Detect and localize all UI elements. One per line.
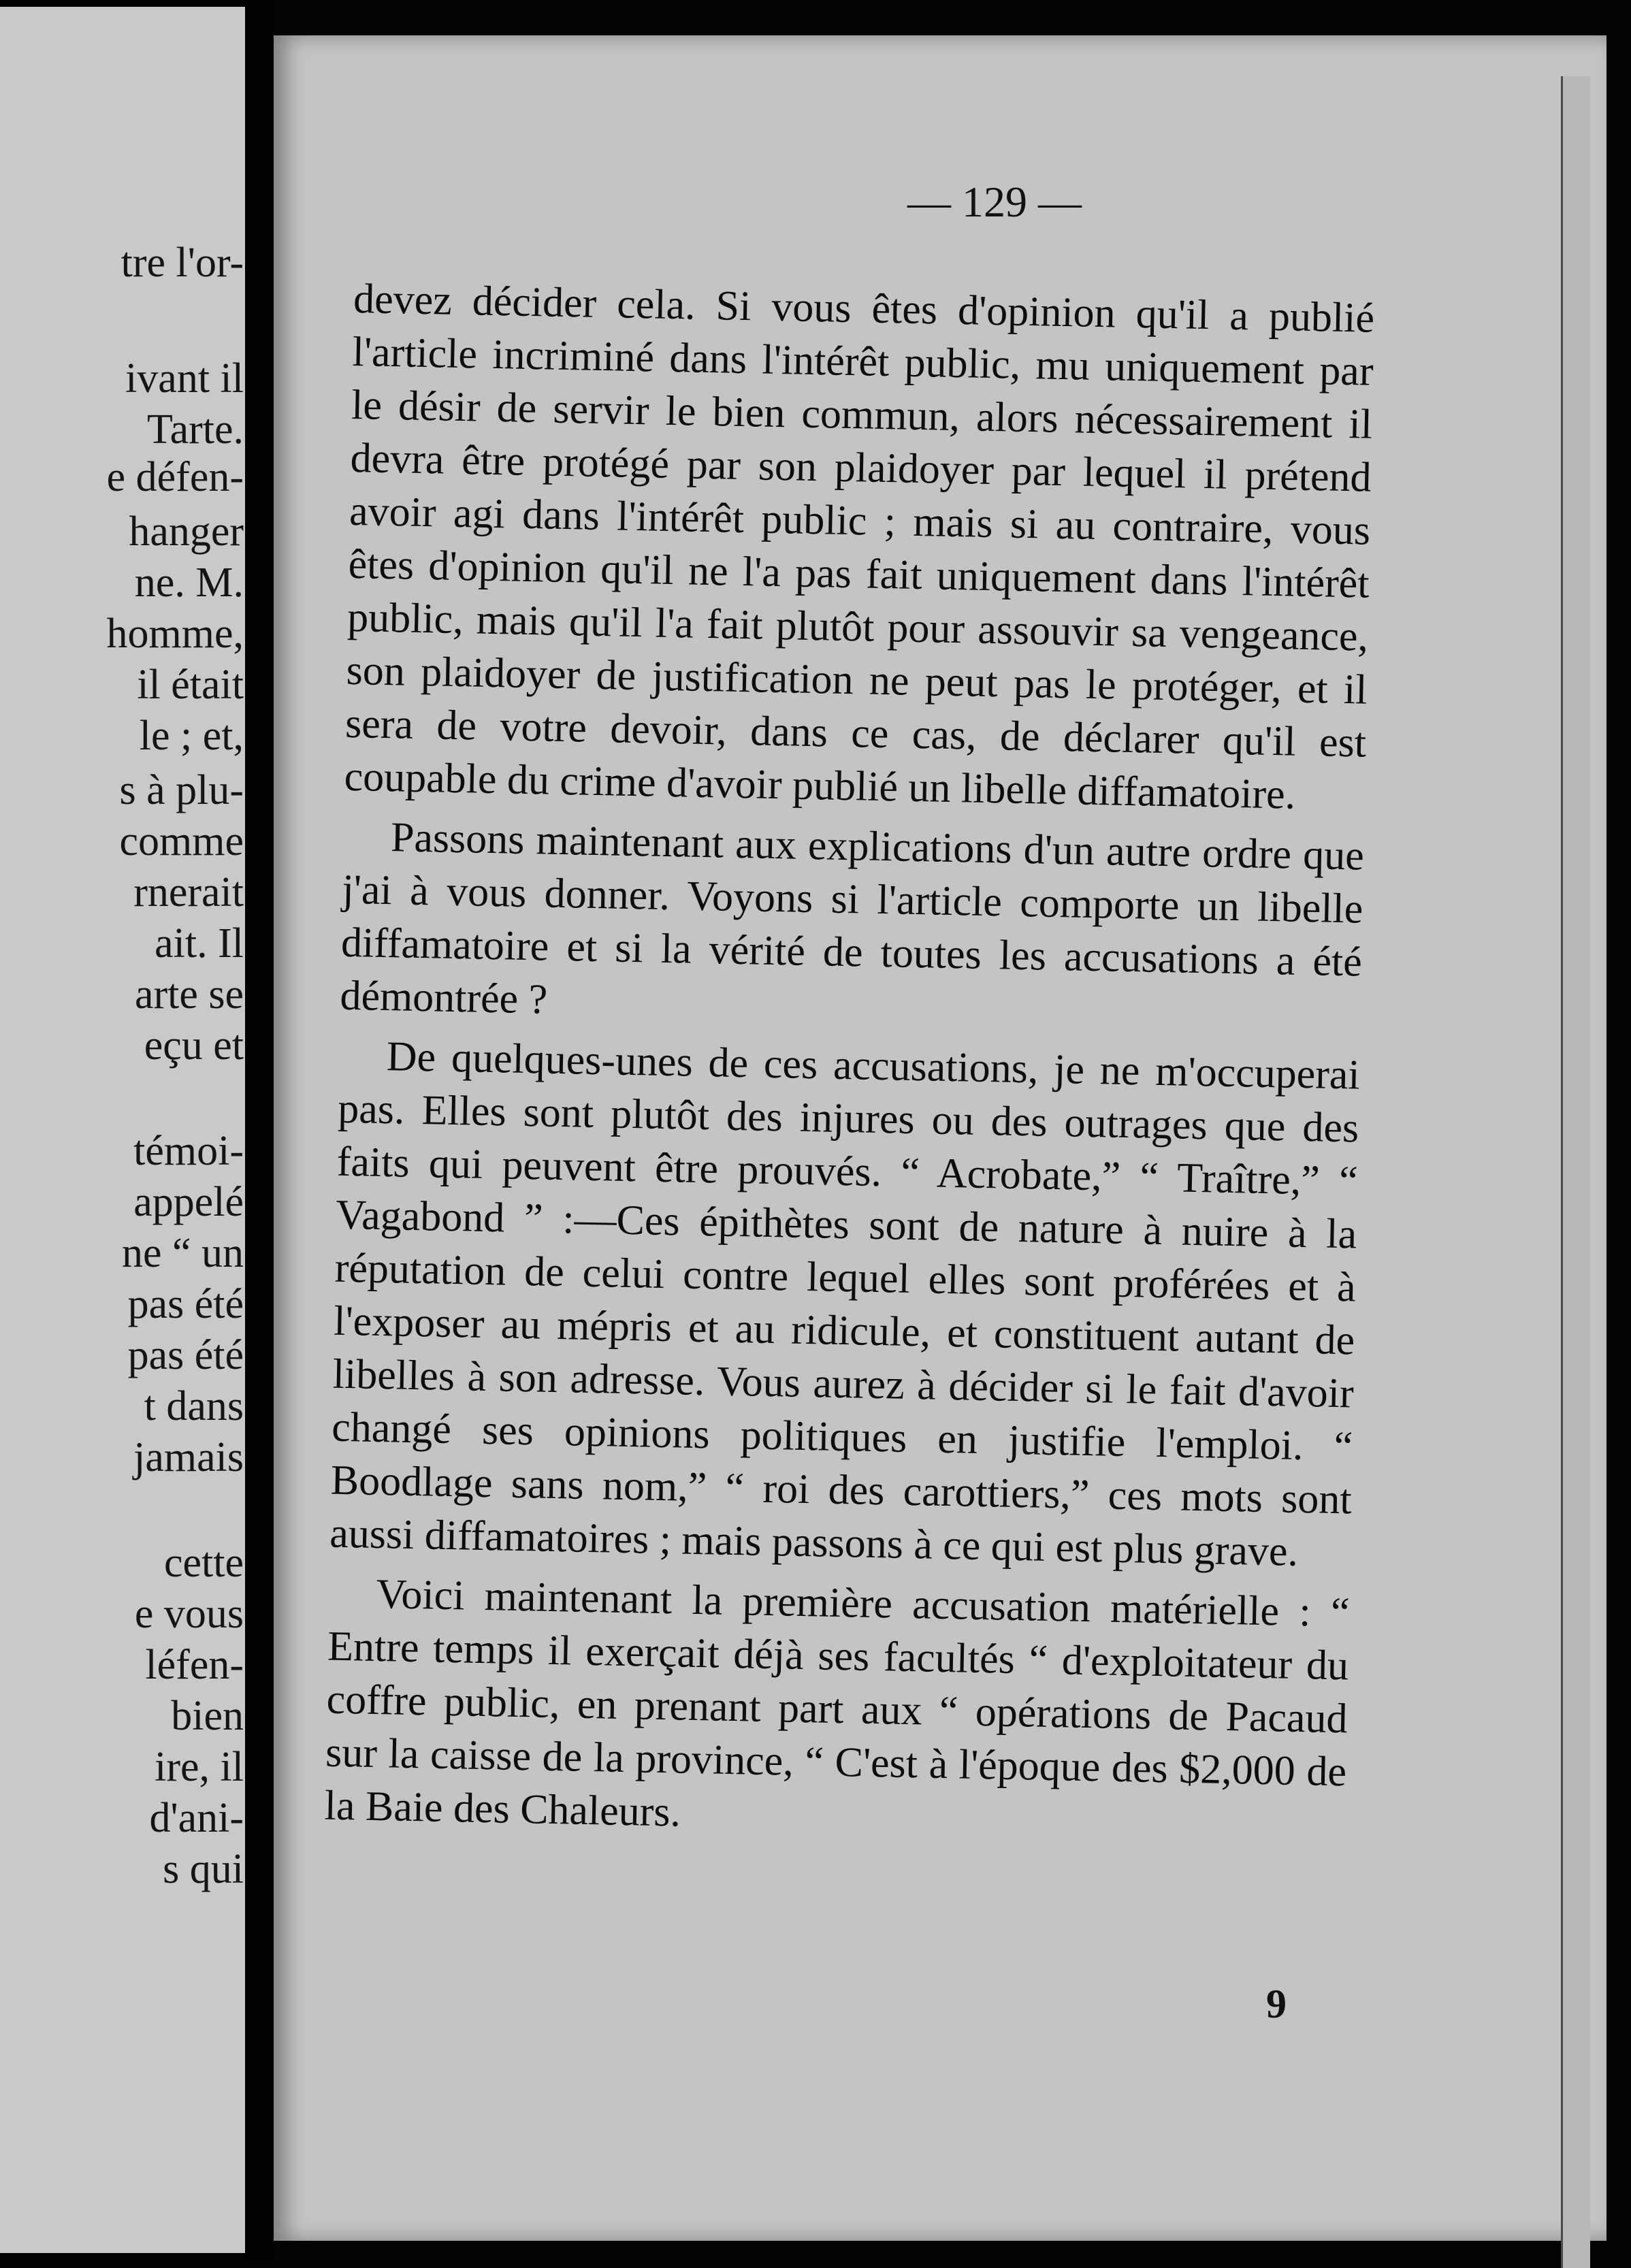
left-page-line: ne. M.	[134, 560, 244, 606]
paragraph-3: De quelques-unes de ces accusations, je ne m'occuperai pas. Elles sont plutôt des injures ou des outrages que des faits qui peuvent être prouvés. “ Acrobate,” “ Traître,” “ Vagabond ” :—Ces épithètes sont de nature à nuire à la réputation de celui contre lequel elles sont proférées et à l'exposer au mépris et au ridicule, et constituent autant de libelles à son adresse. Vous aurez à décider si le fait d'avoir changé ses opinions politiques en justifie l'emploi. “ Boodlage sans nom,” “ roi des carottiers,” ces mots sont aussi diffamatoires ; mais passons à ce qui est plus grave.	[329, 1033, 1361, 1575]
left-page-line: tre l'or-	[120, 240, 244, 286]
left-page-line: comme	[119, 818, 244, 864]
page-edge	[1561, 76, 1590, 2268]
left-page-line: e vous	[134, 1591, 244, 1637]
paragraph-2: Passons maintenant aux explications d'un autre ordre que j'ai à vous donner. Voyons si l'article comporte un libelle diffamatoire et si la vérité de toutes les accusations a été démontrée ?	[339, 814, 1365, 1023]
left-page-line: il était	[137, 662, 244, 708]
left-page-line: eçu et	[144, 1022, 244, 1069]
left-page-line: léfen-	[145, 1642, 244, 1688]
body-text	[324, 272, 1375, 1851]
book-gutter	[245, 0, 275, 2260]
left-page-line: ne “ un	[121, 1230, 244, 1276]
left-page-line: d'ani-	[149, 1795, 244, 1841]
left-page-line: pas été	[127, 1281, 244, 1327]
left-page-line: arte se	[134, 971, 244, 1018]
paragraph-1: devez décider cela. Si vous êtes d'opinion qu'il a publié l'article incriminé dans l'intérêt public, mu uniquement par le désir de servir le bien commun, alors nécessairement il devra être protégé par son plaidoyer par lequel il prétend avoir agi dans l'intérêt public ; mais si au contraire, vous êtes d'opinion qu'il ne l'a pas fait uniquement dans l'intérêt public, mais qu'il l'a fait plutôt pour assouvir sa vengeance, son plaidoyer de justification ne peut pas le protéger, et il sera de votre devoir, dans ce cas, de déclarer qu'il est coupable du crime d'avoir publié un libelle diffamatoire.	[344, 275, 1375, 818]
signature-mark: 9	[1266, 1981, 1287, 2026]
left-page-line: appelé	[133, 1179, 244, 1225]
left-page-line: homme,	[106, 611, 244, 657]
left-page-line: le ; et,	[139, 713, 244, 759]
left-page-line: témoi-	[133, 1128, 244, 1174]
left-page-line: t dans	[144, 1383, 244, 1429]
left-facing-page	[0, 7, 252, 2253]
left-page-line: s qui	[163, 1846, 244, 1892]
left-page-line: Tarte.	[147, 406, 244, 453]
left-page-line: cette	[163, 1540, 244, 1586]
left-page-line: e défen-	[106, 454, 244, 500]
left-page-line: ivant il	[125, 355, 244, 402]
left-page-line: rnerait	[133, 869, 244, 916]
left-page-line: jamais	[133, 1434, 244, 1480]
left-page-line: ire, il	[155, 1744, 244, 1790]
page-number: — 129 —	[907, 178, 1082, 226]
left-page-line: bien	[171, 1693, 244, 1739]
paragraph-4: Voici maintenant la première accusation matérielle : “ Entre temps il exerçait déjà ses facultés “ d'exploitateur du coffre public, en prenant part aux “ opérations de Pacaud sur la caisse de la province, “ C'est à l'époque des $2,000 de la Baie des Chaleurs.	[324, 1570, 1351, 1836]
left-page-line: ait. Il	[155, 920, 244, 967]
left-page-line: pas été	[127, 1332, 244, 1378]
left-page-line: hanger	[129, 508, 244, 555]
left-page-line: s à plu-	[119, 767, 244, 813]
